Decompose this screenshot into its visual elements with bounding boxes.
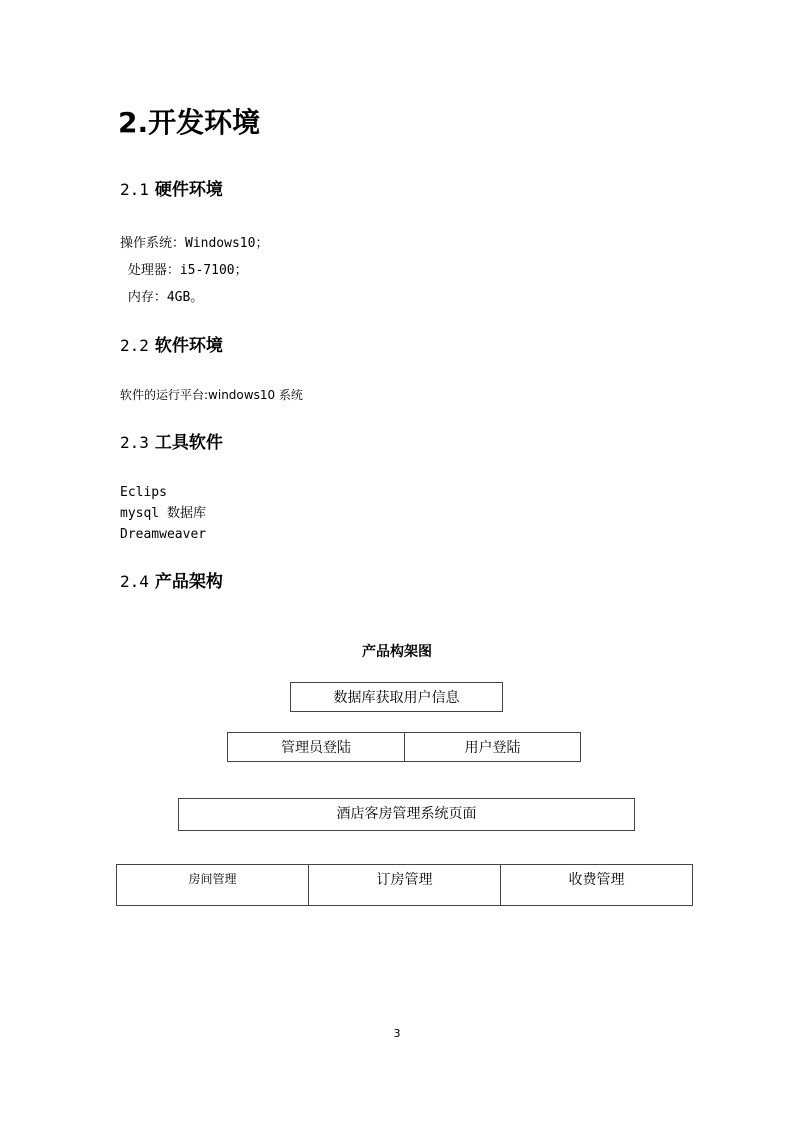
diagram-module-label: 订房管理 [376, 872, 433, 888]
section-number: 2.3 [120, 433, 149, 452]
section-heading-architecture [120, 570, 223, 594]
section-heading-tools [120, 431, 223, 455]
tool-line-mysql: mysql 数据库 [120, 506, 206, 521]
diagram-user-login-box [404, 732, 581, 762]
hardware-cpu-line: 处理器：i5-7100； [120, 263, 248, 278]
section-title: 硬件环境 [154, 180, 223, 200]
hardware-memory-line: 内存：4GB。 [120, 290, 204, 305]
tool-line-eclips: Eclips [120, 485, 167, 500]
diagram-user-login-label: 用户登陆 [464, 740, 521, 756]
section-heading-hardware [120, 178, 223, 202]
section-title: 工具软件 [154, 433, 223, 453]
diagram-main-page-label: 酒店客房管理系统页面 [336, 806, 477, 822]
diagram-db-label: 数据库获取用户信息 [333, 690, 460, 706]
page-number: 3 [393, 1027, 401, 1040]
software-platform-line: 软件的运行平台:windows10 系统 [120, 388, 303, 402]
diagram-title: 产品构架图 [362, 644, 432, 660]
diagram-module-billing-box [500, 864, 693, 906]
section-number: 2.2 [120, 336, 149, 355]
diagram-module-room-box [116, 864, 309, 906]
diagram-main-page-box [178, 798, 635, 831]
section-number: 2.4 [120, 572, 149, 591]
diagram-module-label: 房间管理 [188, 872, 237, 886]
section-number: 2.1 [120, 180, 149, 199]
tool-line-dreamweaver: Dreamweaver [120, 527, 207, 542]
diagram-admin-login-label: 管理员登陆 [281, 740, 351, 756]
section-title: 软件环境 [154, 336, 223, 356]
diagram-db-box [290, 682, 503, 712]
section-title: 产品架构 [154, 572, 223, 592]
diagram-module-label: 收费管理 [568, 872, 625, 888]
section-heading-software [120, 334, 223, 358]
diagram-admin-login-box [227, 732, 405, 762]
diagram-module-booking-box [308, 864, 501, 906]
hardware-os-line: 操作系统：Windows10； [120, 236, 269, 251]
page-heading: 2.开发环境 [118, 106, 261, 139]
